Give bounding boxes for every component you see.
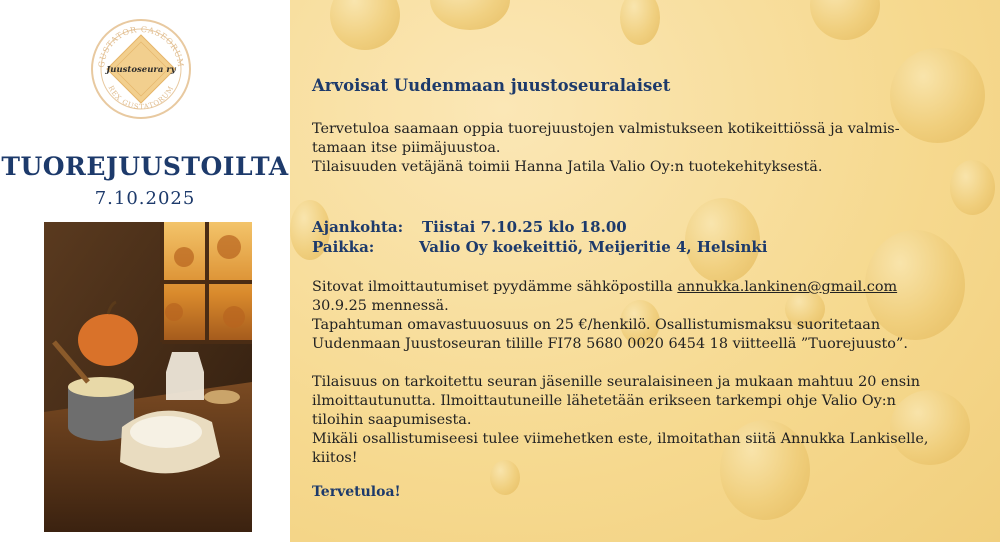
- signup-prefix: Sitovat ilmoittautumiset pyydämme sähköpostilla: [312, 279, 678, 295]
- cheese-hole-decoration: [950, 160, 995, 215]
- place-value: Valio Oy koekeittiö, Meijeritie 4, Helsinki: [419, 238, 768, 256]
- left-panel: [0, 0, 290, 542]
- fee-line-2: Uudenmaan Juustoseuran tilille FI78 5680 0020 6454 18 viitteellä ”Tuorejuusto”.: [312, 336, 908, 352]
- signup-email-link[interactable]: annukka.lankinen@gmail.com: [677, 279, 898, 295]
- intro-line-3: Tilaisuuden vetäjänä toimii Hanna Jatila Valio Oy:n tuotekehityksestä.: [312, 159, 823, 175]
- cheese-hole-decoration: [330, 0, 400, 50]
- place-label: Paikka:: [312, 238, 375, 256]
- cheese-hole-decoration: [430, 0, 510, 30]
- info-line-2: ilmoittautunutta. Ilmoittautuneille lähetetään erikseen tarkempi ohje Valio Oy:n: [312, 393, 896, 409]
- info-line-4: Mikäli osallistumiseesi tulee viimehetken este, ilmoitathan siitä Annukka Lankiselle,: [312, 431, 929, 447]
- cheese-hole-decoration: [620, 0, 660, 45]
- intro-line-1: Tervetuloa saamaan oppia tuorejuustojen valmistukseen kotikeittiössä ja valmis-: [312, 121, 900, 137]
- cheese-hole-decoration: [890, 390, 970, 465]
- time-value: Tiistai 7.10.25 klo 18.00: [422, 218, 627, 236]
- signup-deadline: 30.9.25 mennessä.: [312, 298, 449, 314]
- event-date: 7.10.2025: [94, 188, 196, 209]
- juustoseura-logo: [90, 18, 192, 120]
- cheese-hole-decoration: [810, 0, 880, 40]
- info-line-5: kiitos!: [312, 450, 358, 466]
- logo-center-text: Juustoseura ry: [106, 65, 176, 75]
- info-line-1: Tilaisuus on tarkoitettu seuran jäsenille seuralaisineen ja mukaan mahtuu 20 ensin: [312, 374, 920, 390]
- cheese-hole-decoration: [890, 48, 985, 143]
- info-line-3: tiloihin saapumisesta.: [312, 412, 472, 428]
- event-title: TUOREJUUSTOILTA: [1, 152, 289, 181]
- fee-line-1: Tapahtuman omavastuuosuus on 25 €/henkilö. Osallistumismaksu suoritetaan: [312, 317, 881, 333]
- logo-ring-bottom-text: REX GUSTATORUM: [106, 84, 176, 112]
- letter-heading: Arvoisat Uudenmaan juustoseuralaiset: [312, 76, 671, 95]
- time-label: Ajankohta:: [312, 218, 404, 236]
- logo-ring-top-text: GUSTATOR CASEORUM: [96, 24, 186, 69]
- closing-text: Tervetuloa!: [312, 484, 401, 500]
- cheese-hole-decoration: [490, 460, 520, 495]
- cheese-making-photo: [44, 222, 252, 532]
- signup-line: [312, 278, 897, 297]
- intro-line-2: tamaan itse piimäjuustoa.: [312, 140, 501, 156]
